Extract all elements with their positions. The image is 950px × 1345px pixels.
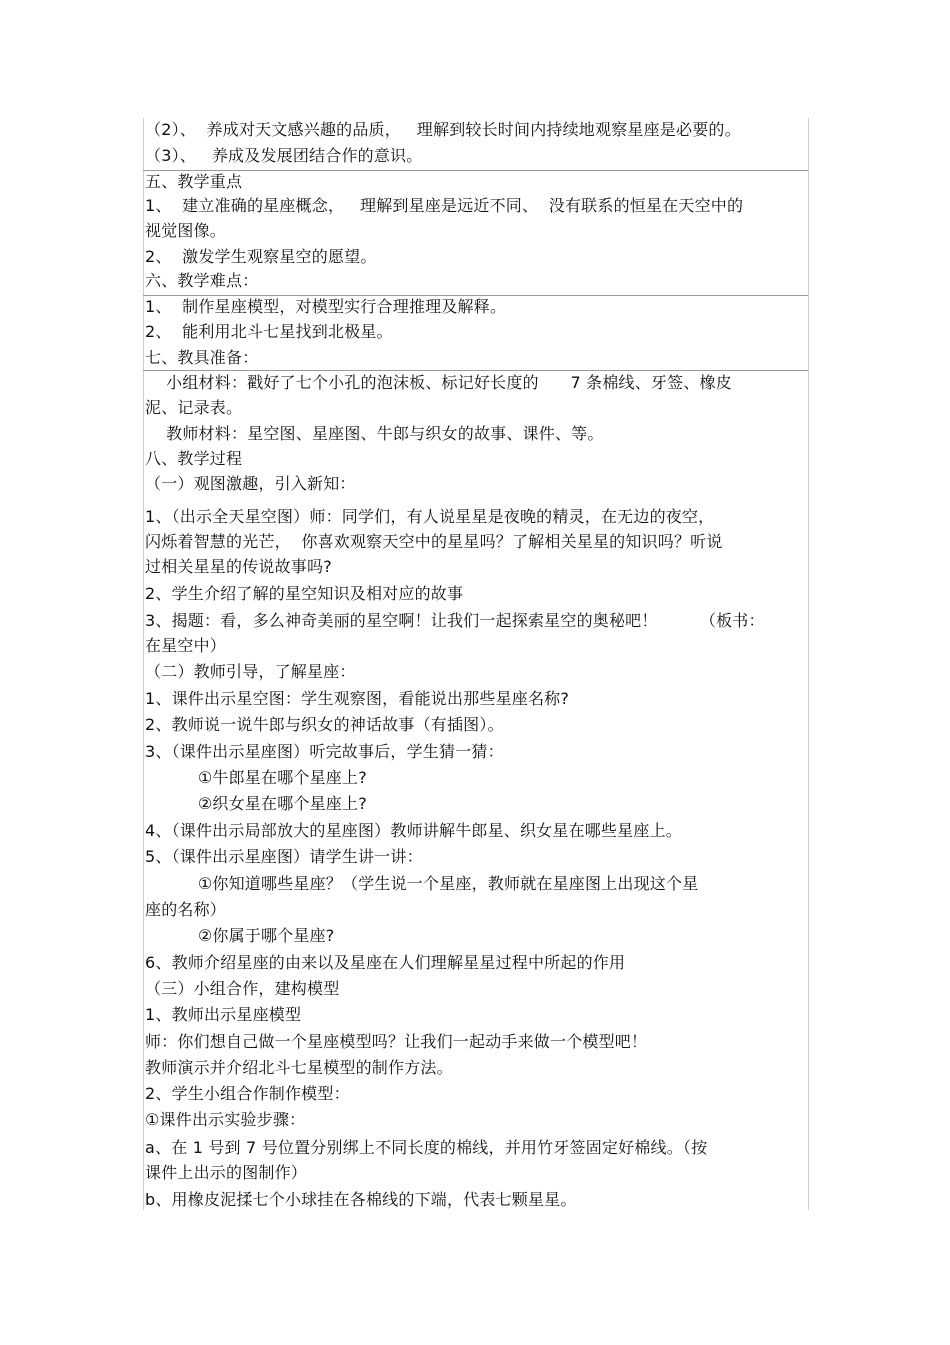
text-line: 闪烁着智慧的光芒， 你喜欢观察天空中的星星吗？了解相关星星的知识吗？听说 — [145, 532, 723, 551]
text-line: 小组材料：戳好了七个小孔的泡沫板、标记好长度的 7 条棉线、牙签、橡皮 — [145, 373, 732, 392]
row-divider — [143, 370, 808, 371]
text-line: 在星空中） — [145, 636, 227, 655]
text-line: 座的名称） — [145, 900, 227, 919]
text-line: 师：你们想自己做一个星座模型吗？让我们一起动手来做一个模型吧！ — [145, 1032, 648, 1051]
text-line: 3、揭题：看，多么神奇美丽的星空啊！让我们一起探索星空的奥秘吧！ （板书： — [145, 611, 765, 630]
text-line: （一）观图激趣，引入新知： — [145, 474, 356, 493]
text-line: （2）、 养成对天文感兴趣的品质， 理解到较长时间内持续地观察星座是必要的。 — [145, 120, 741, 139]
text-line: （3）、 养成及发展团结合作的意识。 — [145, 146, 423, 165]
text-line: 1、（出示全天星空图）师：同学们，有人说星星是夜晚的精灵，在无边的夜空， — [145, 507, 715, 526]
text-line: 课件上出示的图制作） — [145, 1163, 308, 1182]
section-heading: 七、教具准备： — [145, 348, 259, 367]
text-line: a、在 1 号到 7 号位置分别绑上不同长度的棉线，并用竹牙签固定好棉线。（按 — [145, 1138, 708, 1157]
text-line: 视觉图像。 — [145, 221, 227, 240]
text-line: ②你属于哪个星座? — [145, 926, 335, 945]
row-divider — [143, 170, 808, 171]
text-line: 4、（课件出示局部放大的星座图）教师讲解牛郎星、织女星在哪些星座上。 — [145, 821, 682, 840]
text-line: ②织女星在哪个星座上? — [145, 794, 367, 813]
section-heading: 五、教学重点 — [145, 172, 243, 191]
text-line: ①课件出示实验步骤： — [145, 1110, 306, 1129]
text-line: 2、学生介绍了解的星空知识及相对应的故事 — [145, 584, 464, 603]
text-line: b、用橡皮泥揉七个小球挂在各棉线的下端，代表七颗星星。 — [145, 1190, 577, 1209]
text-line: ①牛郎星在哪个星座上? — [145, 768, 367, 787]
text-line: （三）小组合作，建构模型 — [145, 979, 340, 998]
text-line: （二）教师引导，了解星座： — [145, 662, 356, 681]
text-line: 过相关星星的传说故事吗? — [145, 557, 332, 576]
text-line: 5、（课件出示星座图）请学生讲一讲： — [145, 847, 423, 866]
text-line: 3、（课件出示星座图）听完故事后，学生猜一猜： — [145, 742, 504, 761]
text-line: 1、课件出示星空图：学生观察图，看能说出那些星座名称? — [145, 689, 570, 708]
text-line: 教师演示并介绍北斗七星模型的制作方法。 — [145, 1058, 453, 1077]
text-line: 2、学生小组合作制作模型： — [145, 1084, 350, 1103]
text-line: 泥、记录表。 — [145, 398, 243, 417]
section-heading: 八、教学过程 — [145, 449, 243, 468]
text-line: 6、教师介绍星座的由来以及星座在人们理解星星过程中所起的作用 — [145, 953, 626, 972]
text-line: 2、 能利用北斗七星找到北极星。 — [145, 322, 393, 341]
row-divider — [143, 295, 808, 296]
text-line: 教师材料：星空图、星座图、牛郎与织女的故事、课件、等。 — [145, 424, 604, 443]
text-line: 1、 制作星座模型，对模型实行合理推理及解释。 — [145, 297, 507, 316]
text-line: ①你知道哪些星座？（学生说一个星座，教师就在星座图上出现这个星 — [145, 874, 699, 893]
text-line: 2、教师说一说牛郎与织女的神话故事（有插图）。 — [145, 715, 504, 734]
section-heading: 六、教学难点： — [145, 271, 259, 290]
text-line: 2、 激发学生观察星空的愿望。 — [145, 247, 377, 266]
text-line: 1、 建立准确的星座概念， 理解到星座是远近不同、 没有联系的恒星在天空中的 — [145, 196, 744, 215]
text-line: 1、教师出示星座模型 — [145, 1005, 302, 1024]
